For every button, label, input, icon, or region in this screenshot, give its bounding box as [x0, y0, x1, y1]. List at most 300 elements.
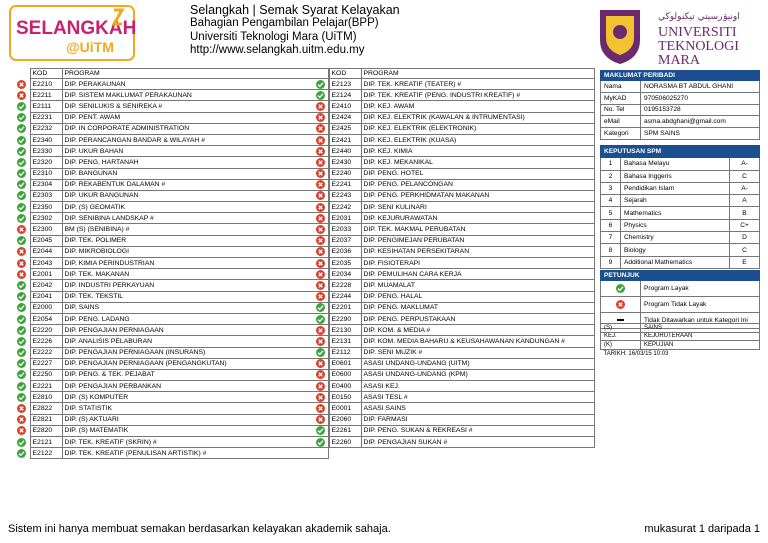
personal-info-row [601, 104, 760, 116]
program-name: ASASI KEJ. [361, 381, 595, 392]
subject-grade: A- [730, 158, 760, 170]
program-name: DIP. REKABENTUK DALAMAN # [62, 179, 329, 190]
program-row [14, 190, 329, 201]
cross-icon [316, 247, 325, 256]
program-header: PROGRAM [62, 69, 329, 79]
program-header: PROGRAM [361, 69, 595, 79]
check-icon [17, 158, 26, 167]
program-code: E2044 [30, 246, 62, 257]
cross-icon [316, 214, 325, 223]
program-row [14, 269, 329, 280]
program-row [313, 414, 595, 425]
subject-grade: C [730, 244, 760, 256]
check-icon [17, 348, 26, 357]
program-code: E0600 [329, 369, 361, 380]
check-icon [17, 337, 26, 346]
program-name: DIP. SENI KULINARI [361, 202, 595, 213]
check-icon [616, 284, 625, 293]
program-name: DIP. PEMULIHAN CARA KERJA [361, 269, 595, 280]
program-row [14, 224, 329, 235]
program-name: DIP. PENG. PERPUSTAKAAN [361, 313, 595, 324]
page-title: Selangkah | Semak Syarat Kelayakan [190, 3, 400, 17]
cross-icon [316, 292, 325, 301]
program-row [14, 246, 329, 257]
cross-icon [316, 236, 325, 245]
program-name: DIP. IN CORPORATE ADMINISTRATION [62, 123, 329, 134]
check-icon [17, 281, 26, 290]
cross-icon [316, 191, 325, 200]
program-name: DIP. INDUSTRI PERKAYUAN [62, 280, 329, 291]
program-code: E2228 [329, 280, 361, 291]
program-row [313, 403, 595, 414]
subject-number: 4 [601, 195, 621, 207]
subject-number: 7 [601, 232, 621, 244]
program-table-left [14, 68, 329, 459]
cross-icon [316, 281, 325, 290]
program-name: DIP. PENGAJIAN PERNIAGAAN [62, 325, 329, 336]
subject-number: 5 [601, 207, 621, 219]
program-name: DIP. KEJ. MEKANIKAL [361, 157, 595, 168]
program-code: E2112 [329, 347, 361, 358]
program-name: DIP. PENG. HARTANAH [62, 157, 329, 168]
program-code: E2242 [329, 202, 361, 213]
program-code: E0150 [329, 392, 361, 403]
personal-info-value: 0195153728 [641, 104, 760, 116]
program-row [14, 280, 329, 291]
program-table-right [313, 68, 595, 448]
check-icon [17, 113, 26, 122]
program-name: DIP. MIKROBIOLOGI [62, 246, 329, 257]
program-row [14, 168, 329, 179]
category-row [601, 324, 760, 333]
program-code: E2222 [30, 347, 62, 358]
program-name: DIP. TEK. KREATIF (PENULISAN ARTISTIK) # [62, 448, 329, 459]
program-code: E2243 [329, 190, 361, 201]
legend-heading: PETUNJUK [601, 271, 760, 281]
legend-table [600, 270, 760, 329]
personal-info-row [601, 128, 760, 140]
program-code: E2304 [30, 179, 62, 190]
check-icon [17, 203, 26, 212]
program-name: DIP. SENILUKIS & SENIREKA # [62, 101, 329, 112]
program-name: DIP. TEK. MAKMAL PERUBATAN [361, 224, 595, 235]
category-abbreviations-table [600, 323, 760, 358]
program-code: E2260 [329, 437, 361, 448]
subject-grade: B [730, 207, 760, 219]
program-row [313, 358, 595, 369]
program-name: DIP. KOM. & MEDIA # [361, 325, 595, 336]
legend-not-eligible-label: Program Tidak Layak [641, 297, 760, 313]
program-row [14, 235, 329, 246]
program-row [14, 403, 329, 414]
program-code: E0400 [329, 381, 361, 392]
personal-info-row [601, 81, 760, 93]
cross-icon [316, 370, 325, 379]
program-row [14, 313, 329, 324]
subject-name: Sejarah [621, 195, 730, 207]
program-name: DIP. (S) AKTUARI [62, 414, 329, 425]
personal-info-label: Nama [601, 81, 641, 93]
personal-info-value: 970506025270 [641, 92, 760, 104]
program-name: DIP. FARMASI [361, 414, 595, 425]
cross-icon [316, 158, 325, 167]
program-code: E2425 [329, 123, 361, 134]
program-row [313, 224, 595, 235]
disclaimer-note: Sistem ini hanya membuat semakan berdasarkan kelayakan akademik sahaja. [8, 523, 391, 535]
personal-info-value: NORASMA BT ABDUL GHANI [641, 81, 760, 93]
program-name: ASASI TESL # [361, 392, 595, 403]
header-url[interactable]: http://www.selangkah.uitm.edu.my [190, 43, 365, 56]
subject-grade: A- [730, 182, 760, 194]
program-name: DIP. SISTEM MAKLUMAT PERAKAUNAN [62, 90, 329, 101]
program-row [313, 381, 595, 392]
program-code: E2440 [329, 146, 361, 157]
header-department: Bahagian Pengambilan Pelajar(BPP) [190, 17, 379, 30]
program-code: E0001 [329, 403, 361, 414]
check-icon [17, 370, 26, 379]
svg-text:اونيۏرسيتي تيكنولوڬي: اونيۏرسيتي تيكنولوڬي [658, 12, 740, 22]
cross-icon [17, 91, 26, 100]
program-name: ASASI UNDANG-UNDANG (KPM) [361, 369, 595, 380]
spm-results-table [600, 145, 760, 269]
check-icon [316, 348, 325, 357]
program-row [313, 213, 595, 224]
program-name: DIP. PENG. PERKHIDMATAN MAKANAN [361, 190, 595, 201]
spm-result-row [601, 195, 760, 207]
check-icon [17, 214, 26, 223]
program-code: E2261 [329, 425, 361, 436]
cross-icon [316, 337, 325, 346]
check-icon [17, 169, 26, 178]
check-icon [17, 359, 26, 368]
personal-info-value: SPM SAINS [641, 128, 760, 140]
program-row [313, 168, 595, 179]
cross-icon [17, 225, 26, 234]
check-icon [316, 426, 325, 435]
program-code: E2054 [30, 313, 62, 324]
legend-eligible-label: Program Layak [641, 281, 760, 297]
selangkah-logo [8, 4, 136, 62]
program-row [313, 179, 595, 190]
program-row [14, 448, 329, 459]
program-row [313, 336, 595, 347]
program-code: E2000 [30, 302, 62, 313]
spm-result-row [601, 158, 760, 170]
program-row [14, 291, 329, 302]
legend-row-eligible [601, 281, 760, 297]
subject-name: Chemistry [621, 232, 730, 244]
program-code: E2232 [30, 123, 62, 134]
program-name: DIP. KESIHATAN PERSEKITARAN [361, 246, 595, 257]
check-icon [17, 191, 26, 200]
program-name: DIP. PENG. SUKAN & REKREASI # [361, 425, 595, 436]
program-name: DIP. PENGAJIAN PERNIAGAAN (PENGANGKUTAN) [62, 358, 329, 369]
subject-number: 9 [601, 256, 621, 268]
program-code: E2123 [329, 79, 361, 90]
program-name: DIP. KEJ. AWAM [361, 101, 595, 112]
program-row [313, 146, 595, 157]
personal-info-value: asma.abdghani@gmail.com [641, 116, 760, 128]
program-row [14, 381, 329, 392]
program-row [14, 79, 329, 90]
program-code: E2303 [30, 190, 62, 201]
program-code: E2034 [329, 269, 361, 280]
program-row [313, 258, 595, 269]
cross-icon [17, 270, 26, 279]
program-name: DIP. ANALISIS PELABURAN [62, 336, 329, 347]
cross-icon [17, 426, 26, 435]
subject-number: 1 [601, 158, 621, 170]
program-name: DIP. PENT. AWAM [62, 112, 329, 123]
check-icon [17, 393, 26, 402]
program-name: DIP. PENG. PELANCONGAN [361, 179, 595, 190]
subject-grade: C [730, 170, 760, 182]
check-icon [17, 147, 26, 156]
check-icon [316, 315, 325, 324]
subject-grade: D [730, 232, 760, 244]
personal-info-table [600, 70, 760, 140]
subject-name: Physics [621, 219, 730, 231]
program-row [14, 358, 329, 369]
program-name: DIP. PENG. MAKLUMAT [361, 302, 595, 313]
program-name: DIP. PENGAJIAN SUKAN # [361, 437, 595, 448]
program-row [14, 336, 329, 347]
program-row [14, 179, 329, 190]
dash-icon [617, 319, 624, 321]
program-name: ASASI UNDANG-UNDANG (UITM) [361, 358, 595, 369]
cross-icon [316, 124, 325, 133]
program-name: DIP. KEJURURAWATAN [361, 213, 595, 224]
program-row [313, 347, 595, 358]
program-name: DIP. STATISTIK [62, 403, 329, 414]
uitm-logo [598, 6, 762, 66]
program-code: E2211 [30, 90, 62, 101]
program-code: E2043 [30, 258, 62, 269]
cross-icon [316, 147, 325, 156]
cross-icon [316, 113, 325, 122]
program-row [313, 302, 595, 313]
program-name: DIP. KEJ. ELEKTRIK (KAWALAN & INTRUMENTASI) [361, 112, 595, 123]
check-icon [17, 236, 26, 245]
program-code: E2820 [30, 425, 62, 436]
program-name: DIP. PENGIMEJAN PERUBATAN [361, 235, 595, 246]
program-name: DIP. PENG. LADANG [62, 313, 329, 324]
program-code: E2122 [30, 448, 62, 459]
program-name: DIP. KOM. MEDIA BAHARU & KEUSAHAWANAN KANDUNGAN # [361, 336, 595, 347]
date-stamp: TARIKH: 16/03/15 10:03 [603, 350, 669, 357]
program-name: DIP. TEK. POLIMER [62, 235, 329, 246]
program-code: E2241 [329, 179, 361, 190]
spm-result-row [601, 232, 760, 244]
program-row [313, 157, 595, 168]
cross-icon [17, 415, 26, 424]
spm-result-row [601, 207, 760, 219]
program-name: DIP. PENGAJIAN PERBANKAN [62, 381, 329, 392]
spm-result-row [601, 182, 760, 194]
svg-text:TEKNOLOGI: TEKNOLOGI [658, 39, 739, 54]
program-code: E2124 [329, 90, 361, 101]
program-row [14, 347, 329, 358]
program-name: BM (S) (SENIBINA) # [62, 224, 329, 235]
personal-info-row [601, 92, 760, 104]
program-row [313, 123, 595, 134]
program-row [14, 213, 329, 224]
spm-result-row [601, 244, 760, 256]
program-code: E2250 [30, 369, 62, 380]
legend-row-not-eligible [601, 297, 760, 313]
program-code: E2350 [30, 202, 62, 213]
program-row [14, 302, 329, 313]
program-code: E0601 [329, 358, 361, 369]
program-row [313, 101, 595, 112]
cross-icon [316, 270, 325, 279]
program-name: DIP. KEJ. ELEKTRIK (KUASA) [361, 134, 595, 145]
cross-icon [17, 80, 26, 89]
program-row [14, 90, 329, 101]
program-name: DIP. KEJ. ELEKTRIK (ELEKTRONIK) [361, 123, 595, 134]
program-code: E2001 [30, 269, 62, 280]
svg-text:MARA: MARA [658, 53, 701, 66]
program-row [14, 123, 329, 134]
program-row [14, 146, 329, 157]
program-code: E2045 [30, 235, 62, 246]
personal-info-label: eMail [601, 116, 641, 128]
category-code: KEJ. [601, 332, 641, 341]
program-name: ASASI SAINS [361, 403, 595, 414]
program-name: DIP. MUAMALAT [361, 280, 595, 291]
program-code: E2430 [329, 157, 361, 168]
program-row [313, 134, 595, 145]
program-code: E2320 [30, 157, 62, 168]
program-code: E2330 [30, 146, 62, 157]
program-row [313, 291, 595, 302]
program-code: E2220 [30, 325, 62, 336]
program-name: DIP. PENG. & TEK. PEJABAT [62, 369, 329, 380]
program-code: E2340 [30, 134, 62, 145]
program-code: E2210 [30, 79, 62, 90]
cross-icon [316, 180, 325, 189]
spm-heading: KEPUTUSAN SPM [601, 146, 760, 158]
subject-name: Biology [621, 244, 730, 256]
program-code: E2227 [30, 358, 62, 369]
program-code: E2244 [329, 291, 361, 302]
program-row [313, 79, 595, 90]
cross-icon [316, 169, 325, 178]
category-row [601, 341, 760, 350]
cross-icon [616, 300, 625, 309]
subject-number: 3 [601, 182, 621, 194]
cross-icon [316, 326, 325, 335]
check-icon [17, 124, 26, 133]
subject-grade: E [730, 256, 760, 268]
program-row [14, 112, 329, 123]
cross-icon [17, 259, 26, 268]
subject-number: 8 [601, 244, 621, 256]
program-code: E2037 [329, 235, 361, 246]
subject-number: 6 [601, 219, 621, 231]
category-code: (K) [601, 341, 641, 350]
cross-icon [316, 102, 325, 111]
program-code: E2822 [30, 403, 62, 414]
program-name: DIP. (S) MATEMATIK [62, 425, 329, 436]
personal-info-row [601, 116, 760, 128]
subject-grade: A [730, 195, 760, 207]
program-code: E2221 [30, 381, 62, 392]
cross-icon [316, 225, 325, 234]
cross-icon [316, 393, 325, 402]
program-name: DIP. UKUR BANGUNAN [62, 190, 329, 201]
program-code: E2810 [30, 392, 62, 403]
check-icon [17, 326, 26, 335]
program-code: E2035 [329, 258, 361, 269]
program-code: E2424 [329, 112, 361, 123]
svg-text:SELANGKAH: SELANGKAH [16, 18, 136, 39]
cross-icon [316, 415, 325, 424]
program-row [313, 202, 595, 213]
check-icon [316, 438, 325, 447]
cross-icon [17, 247, 26, 256]
program-name: DIP. BANGUNAN [62, 168, 329, 179]
program-code: E2302 [30, 213, 62, 224]
program-code: E2240 [329, 168, 361, 179]
subject-name: Mathematics [621, 207, 730, 219]
program-row [313, 437, 595, 448]
program-code: E2130 [329, 325, 361, 336]
svg-text:@UiTM: @UiTM [66, 39, 114, 55]
program-name: DIP. SAINS [62, 302, 329, 313]
program-code: E2821 [30, 414, 62, 425]
check-icon [17, 303, 26, 312]
cross-icon [316, 404, 325, 413]
subject-number: 2 [601, 170, 621, 182]
personal-info-heading: MAKLUMAT PERIBADI [601, 71, 760, 81]
subject-name: Bahasa Melayu [621, 158, 730, 170]
check-icon [17, 292, 26, 301]
program-code: E2131 [329, 336, 361, 347]
category-label: KEPUJIAN [641, 341, 760, 350]
check-icon [17, 449, 26, 458]
check-icon [17, 180, 26, 189]
cross-icon [316, 382, 325, 391]
program-row [14, 157, 329, 168]
program-name: DIP. (S) GEOMATIK [62, 202, 329, 213]
check-icon [17, 102, 26, 111]
program-row [14, 258, 329, 269]
page-number: mukasurat 1 daripada 1 [644, 523, 760, 535]
program-code: E2036 [329, 246, 361, 257]
program-row [313, 392, 595, 403]
header-text [190, 4, 400, 57]
program-name: DIP. (S) KOMPUTER [62, 392, 329, 403]
program-code: E2042 [30, 280, 62, 291]
personal-info-label: Kategori [601, 128, 641, 140]
program-row [313, 246, 595, 257]
spm-result-row [601, 219, 760, 231]
program-name: DIP. FISIOTERAPI [361, 258, 595, 269]
program-code: E2231 [30, 112, 62, 123]
program-row [313, 280, 595, 291]
cross-icon [316, 259, 325, 268]
cross-icon [316, 203, 325, 212]
category-code: (S) [601, 324, 641, 333]
program-code: E2226 [30, 336, 62, 347]
program-name: DIP. PERANCANGAN BANDAR & WILAYAH # [62, 134, 329, 145]
program-name: DIP. PENGAJIAN PERNIAGAAN (INSURANS) [62, 347, 329, 358]
check-icon [17, 136, 26, 145]
program-code: E2033 [329, 224, 361, 235]
cross-icon [17, 404, 26, 413]
program-row [14, 134, 329, 145]
